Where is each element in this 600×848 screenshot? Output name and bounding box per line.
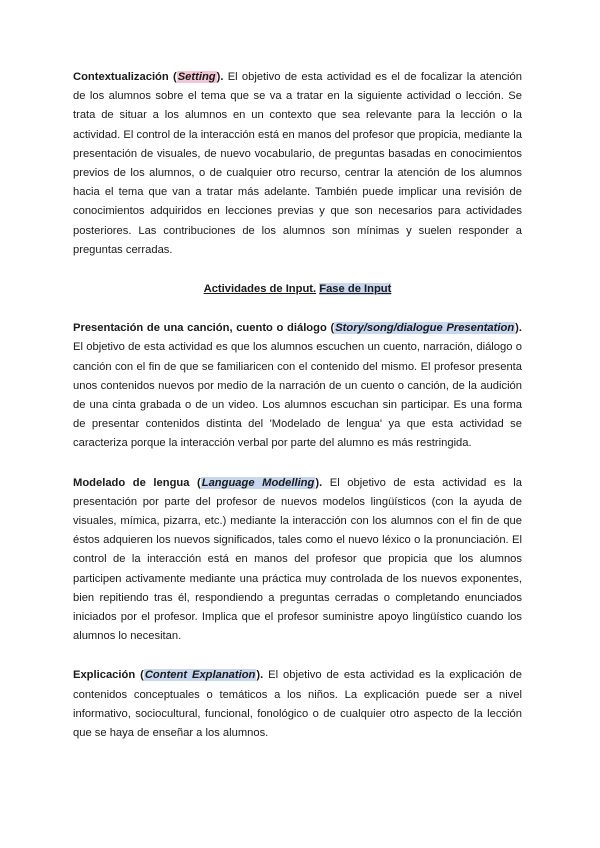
section-body: El objetivo de esta actividad es el de focalizar la atención de los alumnos sobre el tema que se va a tratar en la siguiente actividad o lección. Se trata de situar a los alumnos en un contexto que sea relevante para la lección o la actividad. El control de la interacción está en manos del profesor que propicia, mediante la presentación de visuales, de nuevo vocabulario, de preguntas basadas en conocimientos previos de los alumnos, o de cualquier otro recurso, centrar la atención de los alumnos hacia el tema que van a tratar más adelante. También puede implicar una revisión de conocimientos adquiridos en lecciones previas y que son necesarios para actividades posteriores. Las contribuciones de los alumnos son mínimas y suelen responder a preguntas cerradas. (73, 71, 522, 256)
section-term: Presentación de una canción, cuento o diálogo (73, 322, 327, 335)
section-presentacion (73, 319, 522, 453)
paren-open: ( (135, 669, 144, 682)
english-term-highlight: Setting (177, 71, 216, 83)
section-term: Explicación (73, 669, 136, 682)
section-body: El objetivo de esta actividad es la explicación de contenidos conceptuales o temáticos a los niños. La explicación puede ser a nivel informativo, sociocultural, funcional, fonológico o de cualquier otro aspecto de la lección que se haya de enseñar a los alumnos. (73, 669, 522, 740)
heading-part-2: Fase de Input (319, 283, 392, 296)
section-body: El objetivo de esta actividad es la presentación por parte del profesor de nuevos modelos lingüísticos (con la ayuda de visuales, mímica, pizarra, etc.) mediante la interacción con los alumnos con el fin de que éstos adquieren los nuevos significados, tales como el nuevo léxico o la pronunciación. El control de la interacción está en manos del profesor que propicia que los alumnos participen activamente mediante una práctica muy controlada de los nuevos exponentes, bien repitiendo tras él, respondiendo a preguntas cerradas o completando enunciados iniciados por el profesor. Implica que el profesor suministre apoyo lingüístico cuando los alumnos lo necesitan. (73, 476, 522, 643)
section-term: Modelado de lengua (73, 476, 190, 489)
paren-open: ( (326, 322, 335, 335)
paren-open: ( (168, 71, 177, 83)
paren-close: ). (315, 476, 323, 489)
section-modelado (73, 474, 522, 647)
paren-close: ). (256, 669, 264, 682)
paren-close: ). (515, 322, 522, 335)
section-contextualizacion (73, 68, 522, 260)
english-term-highlight: Story/song/dialogue Presentation (335, 322, 515, 335)
section-term: Contextualización (73, 71, 169, 83)
english-term-highlight: Language Modelling (201, 476, 315, 489)
section-body: El objetivo de esta actividad es que los alumnos escuchen un cuento, narración, diálogo o canción con el fin de que se familiaricen con el contenido del mismo. El profesor presenta unos contenidos nuevos por medio de la narración de un cuento o canción, de la audición de una cinta grabada o de un video. Los alumnos escuchan sin participar. Es una forma de presentar contenidos distinta del 'Modelado de lengua' ya que esta actividad se caracteriza porque la interacción verbal por parte del alumno es más restringida. (73, 341, 522, 450)
paren-close: ). (216, 71, 224, 83)
section-heading (73, 280, 522, 299)
english-term-highlight: Content Explanation (144, 669, 256, 682)
heading-part-1: Actividades de Input. (203, 283, 317, 296)
paren-open: ( (189, 476, 201, 489)
section-explicacion (73, 666, 522, 743)
